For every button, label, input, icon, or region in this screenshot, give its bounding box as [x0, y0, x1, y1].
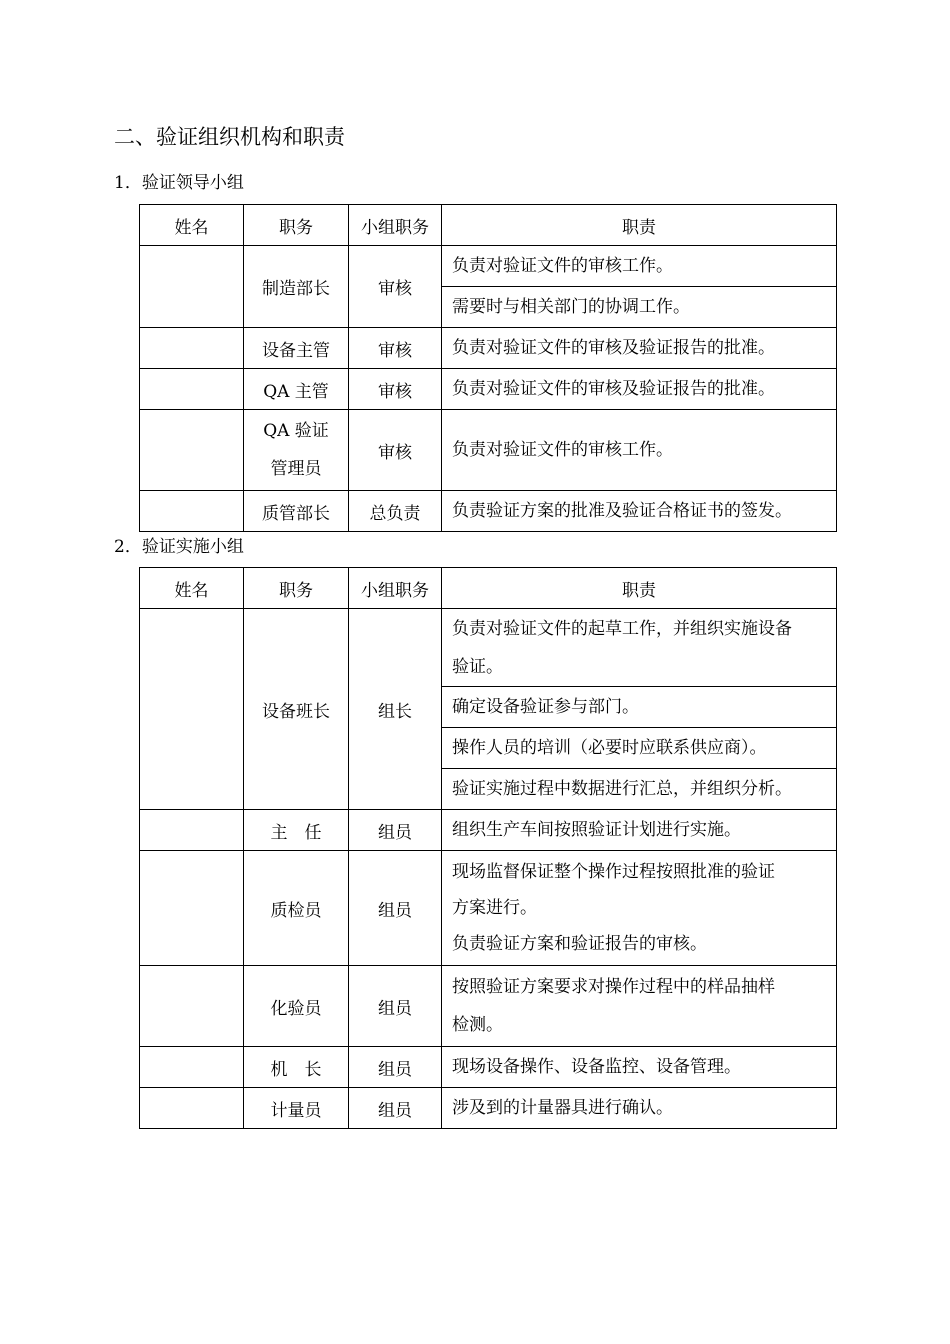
header-group-role: 小组职务 — [349, 205, 442, 246]
duty-cell — [442, 609, 837, 687]
group-role-cell: 组员 — [349, 1047, 442, 1088]
position-cell — [244, 410, 349, 491]
header-duties: 职责 — [442, 205, 837, 246]
table-row — [140, 966, 837, 1047]
group-role-cell: 组长 — [349, 609, 442, 810]
position-cell: 主 任 — [244, 810, 349, 851]
table-header-row — [140, 568, 837, 609]
duty-line: 按照验证方案要求对操作过程中的样品抽样 — [452, 977, 775, 997]
position-cell: 设备班长 — [244, 609, 349, 810]
group-role-cell: 总负责 — [349, 491, 442, 532]
duty-line: 负责对验证文件的起草工作，并组织实施设备 — [452, 618, 792, 639]
implementation-team-table — [139, 567, 837, 1129]
table-row — [140, 851, 837, 966]
header-name: 姓名 — [140, 205, 244, 246]
duty-line: 验证。 — [452, 656, 503, 677]
duty-line: 现场监督保证整个操作过程按照批准的验证 — [452, 862, 775, 882]
leadership-team-table — [139, 204, 837, 532]
table-row — [140, 491, 837, 532]
subsection-title-leadership: 1．验证领导小组 — [114, 173, 244, 193]
group-role-cell: 组员 — [349, 1088, 442, 1129]
duty-cell: 负责验证方案的批准及验证合格证书的签发。 — [442, 491, 837, 532]
name-cell — [140, 851, 244, 966]
duty-line: 负责验证方案和验证报告的审核。 — [452, 934, 707, 954]
section-heading: 二、验证组织机构和职责 — [114, 125, 345, 149]
name-cell — [140, 810, 244, 851]
group-role-cell: 组员 — [349, 810, 442, 851]
name-cell — [140, 491, 244, 532]
position-cell: 计量员 — [244, 1088, 349, 1129]
name-cell — [140, 328, 244, 369]
header-duties: 职责 — [442, 568, 837, 609]
duty-cell — [442, 966, 837, 1047]
group-role-cell: 审核 — [349, 328, 442, 369]
table-row — [140, 810, 837, 851]
name-cell — [140, 1088, 244, 1129]
name-cell — [140, 609, 244, 810]
name-cell — [140, 369, 244, 410]
position-cell: 质管部长 — [244, 491, 349, 532]
duty-cell: 负责对验证文件的审核工作。 — [442, 410, 837, 491]
position-cell: 机 长 — [244, 1047, 349, 1088]
duty-cell: 确定设备验证参与部门。 — [442, 687, 837, 728]
name-cell — [140, 246, 244, 328]
header-name: 姓名 — [140, 568, 244, 609]
table-row — [140, 246, 837, 287]
group-role-cell: 审核 — [349, 369, 442, 410]
duty-cell: 现场设备操作、设备监控、设备管理。 — [442, 1047, 837, 1088]
position-cell: 质检员 — [244, 851, 349, 966]
position-line: 管理员 — [270, 459, 322, 479]
group-role-cell: 组员 — [349, 966, 442, 1047]
name-cell — [140, 1047, 244, 1088]
group-role-cell: 审核 — [349, 410, 442, 491]
position-line: QA 验证 — [263, 421, 329, 441]
header-position: 职务 — [244, 205, 349, 246]
position-cell: 化验员 — [244, 966, 349, 1047]
table-row — [140, 369, 837, 410]
duty-cell: 操作人员的培训（必要时应联系供应商）。 — [442, 728, 837, 769]
name-cell — [140, 410, 244, 491]
duty-cell: 负责对验证文件的审核工作。 — [442, 246, 837, 287]
duty-line: 方案进行。 — [452, 898, 537, 918]
name-cell — [140, 966, 244, 1047]
table-row — [140, 1088, 837, 1129]
group-role-cell: 组员 — [349, 851, 442, 966]
duty-cell: 需要时与相关部门的协调工作。 — [442, 287, 837, 328]
position-cell: 制造部长 — [244, 246, 349, 328]
table-row — [140, 1047, 837, 1088]
duty-cell: 负责对验证文件的审核及验证报告的批准。 — [442, 369, 837, 410]
duty-cell: 组织生产车间按照验证计划进行实施。 — [442, 810, 837, 851]
duty-cell: 验证实施过程中数据进行汇总，并组织分析。 — [442, 769, 837, 810]
position-cell: QA 主管 — [244, 369, 349, 410]
table-header-row — [140, 205, 837, 246]
table-row — [140, 328, 837, 369]
header-position: 职务 — [244, 568, 349, 609]
duty-cell: 负责对验证文件的审核及验证报告的批准。 — [442, 328, 837, 369]
duty-cell: 涉及到的计量器具进行确认。 — [442, 1088, 837, 1129]
position-cell: 设备主管 — [244, 328, 349, 369]
duty-line: 检测。 — [452, 1015, 503, 1035]
table-row — [140, 410, 837, 491]
header-group-role: 小组职务 — [349, 568, 442, 609]
subsection-title-implementation: 2．验证实施小组 — [114, 537, 244, 557]
group-role-cell: 审核 — [349, 246, 442, 328]
table-row — [140, 609, 837, 687]
duty-cell — [442, 851, 837, 966]
